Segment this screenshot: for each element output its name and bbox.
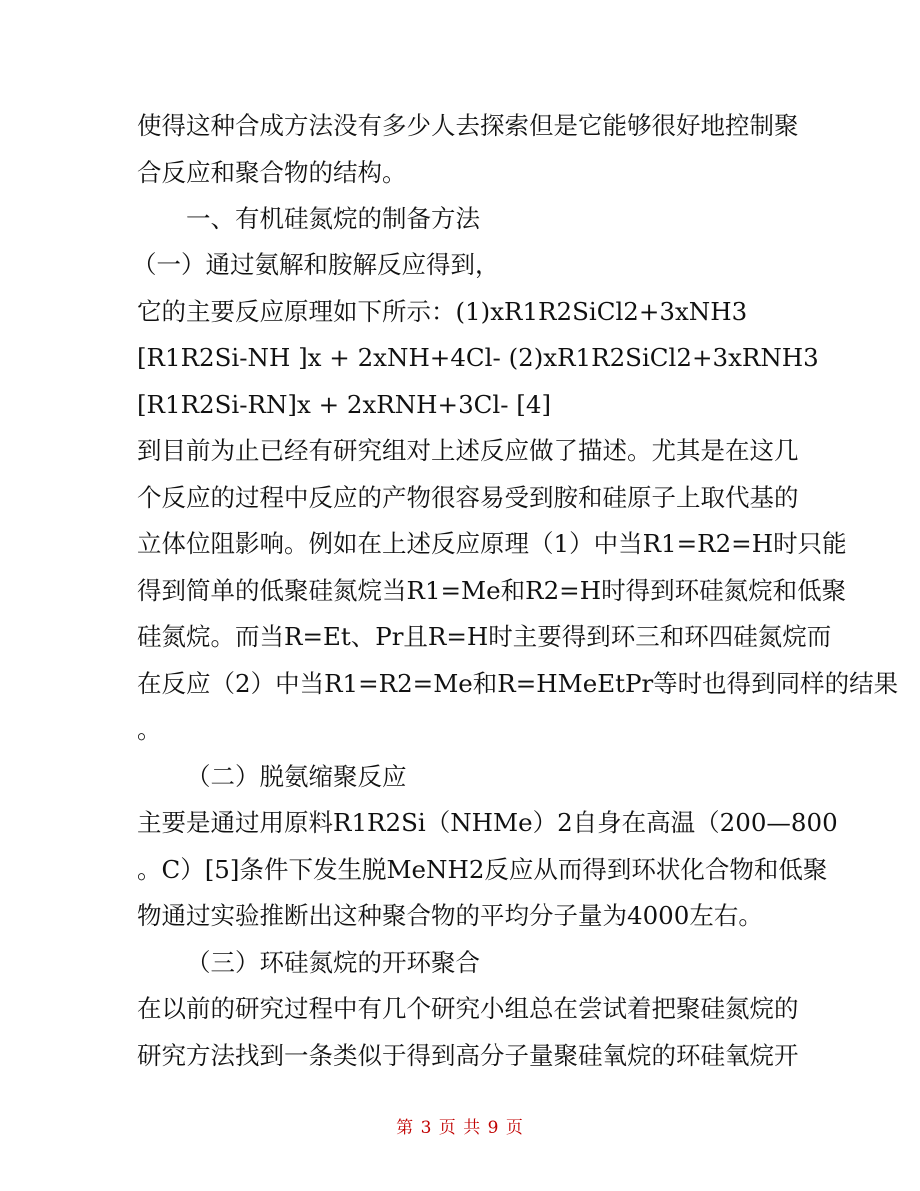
subsection-heading: （一）通过氨解和胺解反应得到， <box>132 250 500 279</box>
body-text-line: 它的主要反应原理如下所示：(1)xR1R2SiCl2+3xNH3 <box>137 297 748 326</box>
body-text-line: 到目前为止已经有研究组对上述反应做了描述。尤其是在这几 <box>137 436 799 465</box>
body-text-line: 在以前的研究过程中有几个研究小组总在尝试着把聚硅氮烷的 <box>137 994 799 1023</box>
body-text-line: 。C）[5]条件下发生脱MeNH2反应从而得到环状化合物和低聚 <box>137 855 828 884</box>
body-text-line: 在反应（2）中当R1=R2=Me和R=HMeEtPr等时也得到同样的结果 <box>137 669 899 698</box>
body-text-line: 个反应的过程中反应的产物很容易受到胺和硅原子上取代基的 <box>137 483 799 512</box>
body-text-line: 研究方法找到一条类似于得到高分子量聚硅氧烷的环硅氧烷开 <box>137 1041 799 1070</box>
formula-line: [R1R2Si-NH ]x + 2xNH+4Cl- (2)xR1R2SiCl2+3xRNH3 <box>137 343 819 372</box>
subsection-heading: （三）环硅氮烷的开环聚合 <box>186 948 480 977</box>
body-text-line: 立体位阻影响。例如在上述反应原理（1）中当R1=R2=H时只能 <box>137 529 847 558</box>
body-text-line: 得到简单的低聚硅氮烷当R1=Me和R2=H时得到环硅氮烷和低聚 <box>137 576 847 605</box>
body-text-line: 物通过实验推断出这种聚合物的平均分子量为4000左右。 <box>137 901 763 930</box>
page-footer: 第 3 页 共 9 页 <box>396 1118 524 1138</box>
section-heading: 一、有机硅氮烷的制备方法 <box>186 204 480 233</box>
subsection-heading: （二）脱氨缩聚反应 <box>186 762 407 791</box>
body-text-line: 使得这种合成方法没有多少人去探索但是它能够很好地控制聚 <box>137 111 799 140</box>
body-text-line: 主要是通过用原料R1R2Si（NHMe）2自身在高温（200—800 <box>137 808 838 837</box>
body-text-line: 硅氮烷。而当R=Et、Pr且R=H时主要得到环三和环四硅氮烷而 <box>137 622 832 651</box>
body-text-line: 。 <box>137 715 162 744</box>
formula-line: [R1R2Si-RN]x + 2xRNH+3Cl- [4] <box>137 390 552 419</box>
body-text-line: 合反应和聚合物的结构。 <box>137 158 407 187</box>
